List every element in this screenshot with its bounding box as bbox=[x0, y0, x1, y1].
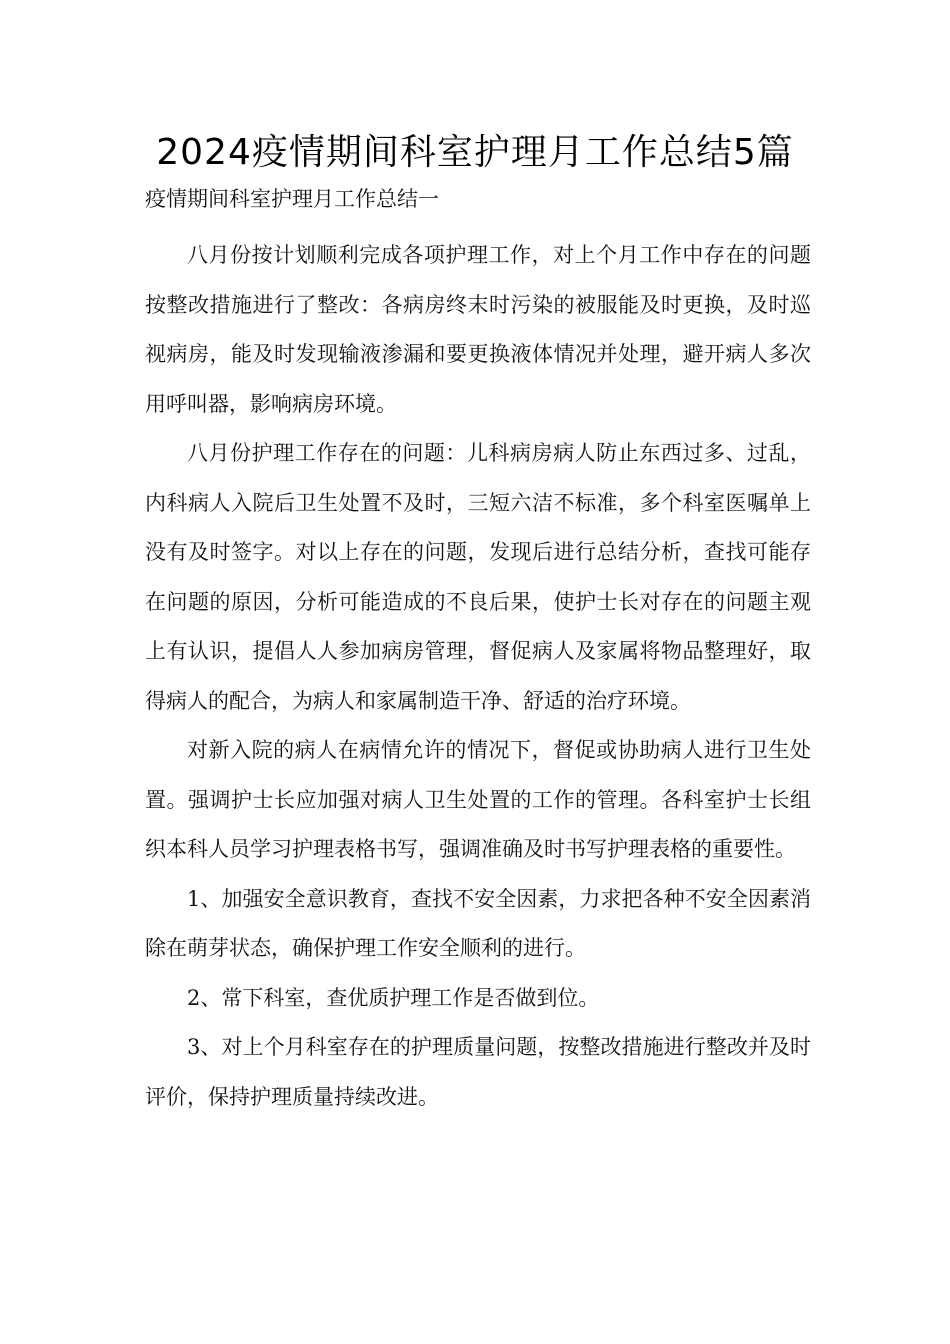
document-title: 2024疫情期间科室护理月工作总结5篇 bbox=[156, 132, 794, 173]
list-item: 2、常下科室，查优质护理工作是否做到位。 bbox=[187, 985, 600, 1010]
paragraph: 八月份护理工作存在的问题：儿科病房病人防止东西过多、过乱，内科病人入院后卫生处置不及时，三短六洁不标准，多个科室医嘱单上没有及时签字。对以上存在的问题，发现后进行总结分析，查找可能存在问题的原因，分析可能造成的不良后果，使护士长对存在的问题主观上有认识，提倡人人参加病房管理，督促病人及家属将物品整理好，取得病人的配合，为病人和家属制造干净、舒适的治疗环境。 bbox=[145, 441, 811, 713]
section-heading: 疫情期间科室护理月工作总结一 bbox=[145, 187, 439, 211]
paragraph: 八月份按计划顺利完成各项护理工作，对上个月工作中存在的问题按整改措施进行了整改：各病房终末时污染的被服能及时更换，及时巡视病房，能及时发现输液渗漏和要更换液体情况并处理，避开病人多次用呼叫器，影响病房环境。 bbox=[145, 243, 811, 416]
list-item: 3、对上个月科室存在的护理质量问题，按整改措施进行整改并及时评价，保持护理质量持续改进。 bbox=[145, 1035, 811, 1109]
paragraph: 对新入院的病人在病情允许的情况下，督促或协助病人进行卫生处置。强调护士长应加强对病人卫生处置的工作的管理。各科室护士长组织本科人员学习护理表格书写，强调准确及时书写护理表格的重要性。 bbox=[145, 738, 811, 861]
list-item: 1、加强安全意识教育，查找不安全因素，力求把各种不安全因素消除在萌芽状态，确保护理工作安全顺利的进行。 bbox=[145, 886, 811, 960]
document-body bbox=[145, 231, 811, 1122]
